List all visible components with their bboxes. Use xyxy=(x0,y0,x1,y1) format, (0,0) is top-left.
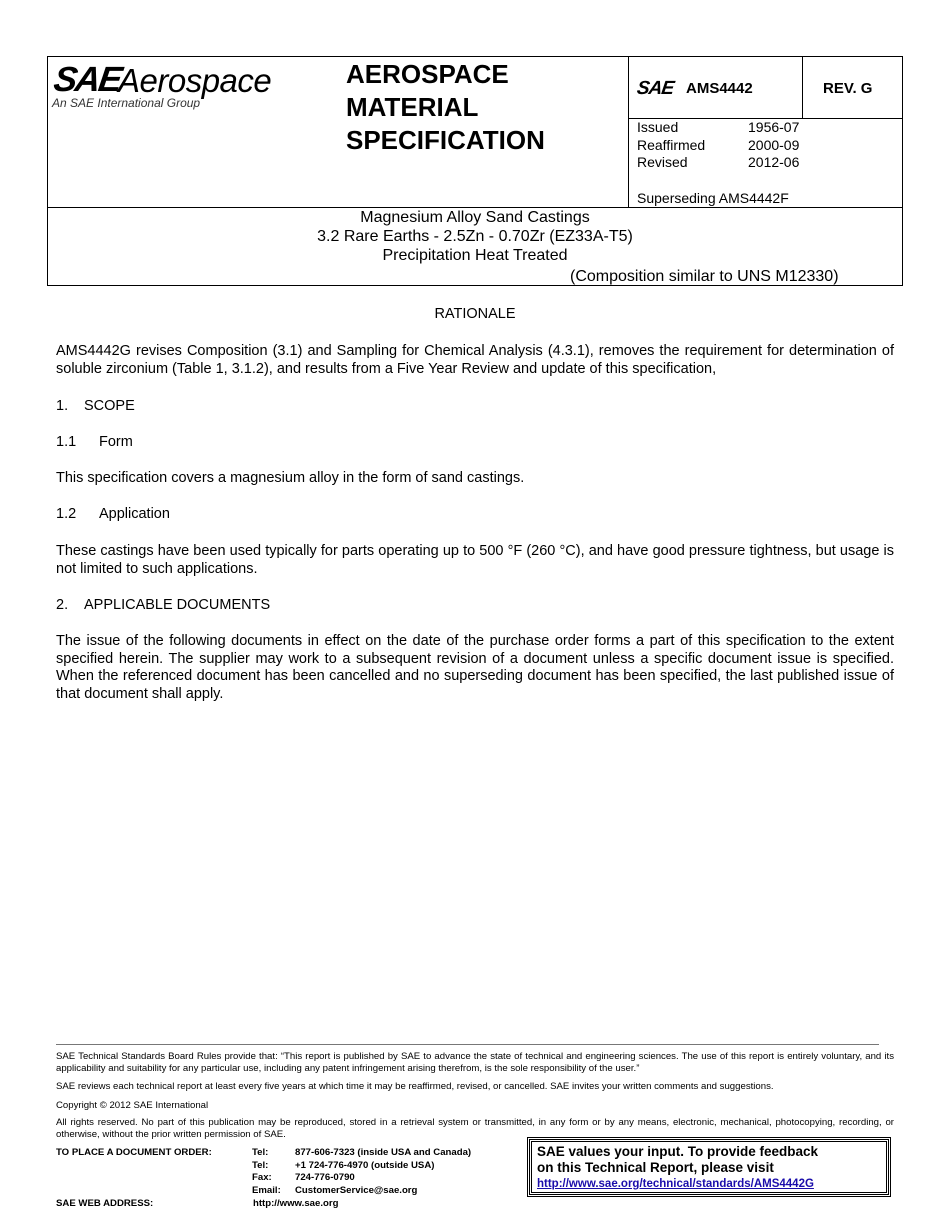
review-note: SAE reviews each technical report at least every five years at which time it may be reaffirmed, revised, or cancelled. SAE invites your written comments and suggestions. xyxy=(56,1081,774,1092)
document-kind-line: MATERIAL xyxy=(346,92,479,122)
copyright-note: Copyright © 2012 SAE International xyxy=(56,1100,209,1111)
issue-dates xyxy=(637,119,799,172)
document-number: AMS4442 xyxy=(686,80,753,97)
date-value: 1956-07 xyxy=(748,119,800,135)
contact-key: Tel: xyxy=(252,1147,269,1158)
section-heading-scope xyxy=(56,398,135,414)
board-rules-note: SAE Technical Standards Board Rules provide that: “This report is published by SAE to advance the state of technical and engineering sciences. The use of this report is entirely voluntary, and its applicability and suitability for any particular use, including any patent infringement arising therefrom, is the sole responsibility of the user.” xyxy=(56,1051,894,1074)
feedback-link[interactable]: http://www.sae.org/technical/standards/AMS4442G xyxy=(537,1178,814,1190)
title-line: 3.2 Rare Earths - 2.5Zn - 0.70Zr (EZ33A-T5) xyxy=(317,228,633,245)
application-paragraph: These castings have been used typically for parts operating up to 500 °F (260 °C), and have good pressure tightness, but usage is not limited to such applications. xyxy=(56,543,894,577)
section-heading-application xyxy=(56,506,170,522)
date-row xyxy=(637,119,799,137)
date-label: Reaffirmed xyxy=(637,136,706,153)
contact-value-email: CustomerService@sae.org xyxy=(295,1184,418,1196)
feedback-text: SAE values your input. To provide feedback xyxy=(537,1144,819,1159)
section-title: Form xyxy=(99,434,133,450)
form-paragraph: This specification covers a magnesium alloy in the form of sand castings. xyxy=(56,470,525,486)
contact-value: 724-776-0790 xyxy=(295,1172,355,1183)
logo-tagline: An SAE International Group xyxy=(52,96,201,110)
title-line: Precipitation Heat Treated xyxy=(382,247,568,264)
feedback-text: on this Technical Report, please visit xyxy=(537,1160,774,1175)
composition-note: (Composition similar to UNS M12330) xyxy=(570,268,839,285)
footer-rule xyxy=(56,1044,879,1045)
order-label: TO PLACE A DOCUMENT ORDER: xyxy=(56,1147,212,1158)
section-title: APPLICABLE DOCUMENTS xyxy=(84,597,271,613)
section-number: 1.2 xyxy=(56,506,77,522)
web-address-label: SAE WEB ADDRESS: xyxy=(56,1198,154,1209)
document-kind-line: SPECIFICATION xyxy=(346,125,545,155)
contact-value: 877-606-7323 (inside USA and Canada) xyxy=(295,1147,472,1158)
contact-key: Fax: xyxy=(252,1172,272,1183)
document-kind-line: AEROSPACE xyxy=(346,59,509,89)
rights-note: All rights reserved. No part of this publication may be reproduced, stored in a retrieval system or transmitted, in any form or by any means, electronic, mechanical, photocopying, recording, or otherwise, without the prior written permission of SAE. xyxy=(56,1117,894,1140)
header-divider xyxy=(628,56,629,207)
superseding-note: Superseding AMS4442F xyxy=(637,190,789,206)
section-number: 1.1 xyxy=(56,434,77,450)
contact-row xyxy=(252,1172,471,1185)
web-address-link[interactable]: http://www.sae.org xyxy=(253,1198,339,1209)
section-heading-form xyxy=(56,434,133,450)
applicable-documents-paragraph: The issue of the following documents in effect on the date of the purchase order forms a part of this specification to the extent specified herein. The supplier may work to a subsequent revision of a document unless a specific document issue is specified. When the referenced document has been cancelled and no superseding document has been specified, the last published issue of that document shall apply. xyxy=(56,633,894,702)
date-label: Revised xyxy=(637,154,688,170)
document-kind xyxy=(346,58,545,157)
contact-value: +1 724-776-4970 (outside USA) xyxy=(295,1159,435,1171)
rationale-heading: RATIONALE xyxy=(434,306,516,322)
contact-key: Email: xyxy=(252,1184,281,1196)
header-divider xyxy=(802,56,803,118)
section-title: SCOPE xyxy=(84,398,135,414)
document-title xyxy=(47,208,903,265)
aerospace-logo-text: Aerospace xyxy=(118,62,272,99)
section-number: 1. xyxy=(56,398,69,414)
contact-row xyxy=(252,1185,471,1198)
date-row xyxy=(637,154,799,172)
contact-key: Tel: xyxy=(252,1159,269,1171)
title-line: Magnesium Alloy Sand Castings xyxy=(360,209,590,226)
feedback-box xyxy=(527,1137,891,1197)
section-number: 2. xyxy=(56,597,69,613)
revision-label: REV. G xyxy=(823,80,873,97)
date-value: 2012-06 xyxy=(748,154,800,170)
date-row xyxy=(637,137,799,155)
section-heading-applicable-documents xyxy=(56,597,270,613)
date-label: Issued xyxy=(637,119,679,135)
rationale-paragraph: AMS4442G revises Composition (3.1) and Sampling for Chemical Analysis (4.3.1), removes the requirement for determination of soluble zirconium (Table 1, 3.1.2), and results from a Five Year Review and update of this specification, xyxy=(56,343,894,377)
sae-mini-logo: SAE xyxy=(635,78,675,99)
date-value: 2000-09 xyxy=(748,136,800,153)
section-title: Application xyxy=(99,506,170,522)
contact-row xyxy=(252,1147,471,1160)
order-contacts xyxy=(252,1147,471,1197)
contact-row xyxy=(252,1160,471,1173)
sae-logo: SAE xyxy=(51,60,123,99)
